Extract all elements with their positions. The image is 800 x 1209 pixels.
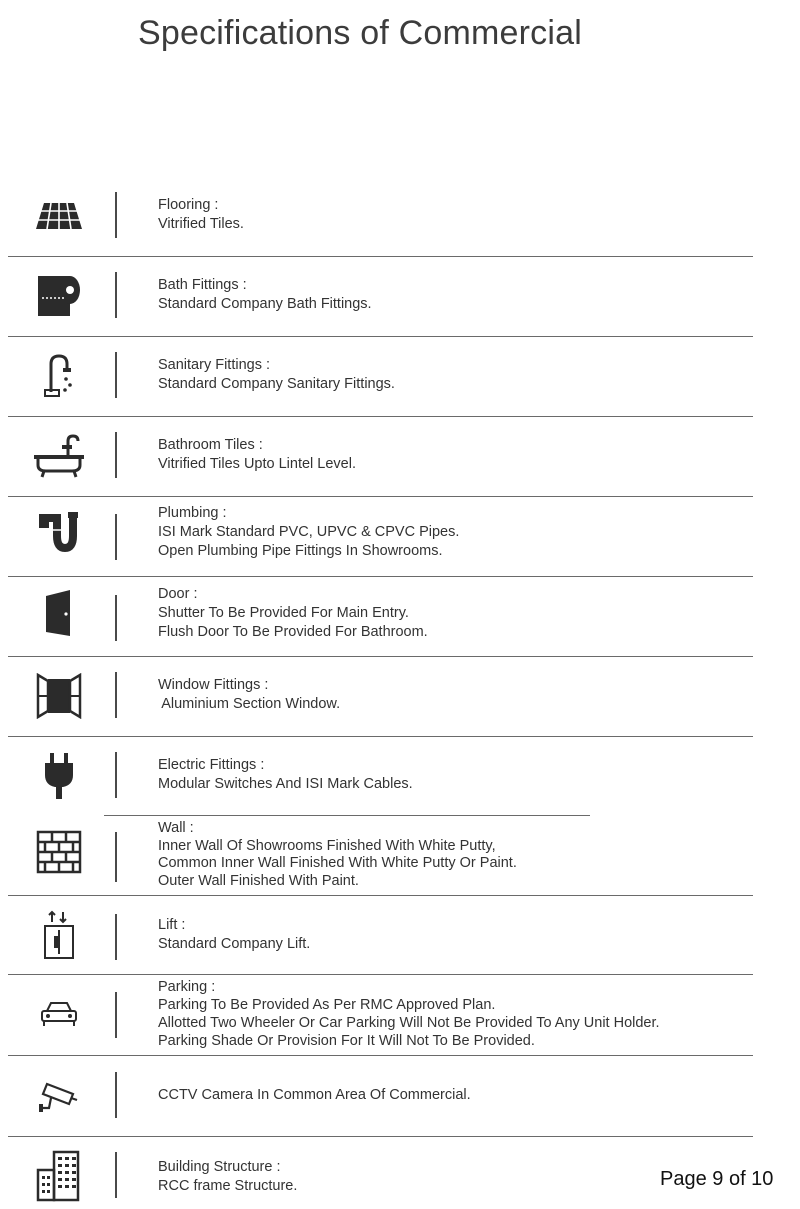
separator [115,432,117,478]
spec-line: Parking To Be Provided As Per RMC Approved Plan. [158,997,496,1013]
separator [115,272,117,318]
spec-line: Vitrified Tiles Upto Lintel Level. [158,456,357,472]
spec-line: Standard Company Lift. [158,936,311,952]
spec-line: Outer Wall Finished With Paint. [158,872,359,889]
divider [8,1055,753,1056]
spec-label: Lift : [158,917,186,933]
bathtub-icon [28,428,90,484]
spec-line: Allotted Two Wheeler Or Car Parking Will Not Be Provided To Any Unit Holder. [158,1015,660,1031]
spec-line: Common Inner Wall Finished With White Putty Or Paint. [158,855,517,871]
separator [115,914,117,960]
separator [115,752,117,798]
divider [8,416,753,417]
spec-label: Flooring : [158,197,219,213]
separator [115,352,117,398]
separator [115,514,117,560]
spec-line: CCTV Camera In Common Area Of Commercial. [158,1087,471,1103]
separator [115,1152,117,1198]
spec-line: Parking Shade Or Provision For It Will Not To Be Provided. [158,1033,535,1049]
floor-tiles-icon [28,188,90,244]
spec-line: Inner Wall Of Showrooms Finished With White Putty, [158,837,496,854]
page-title: Specifications of Commercial [138,14,582,52]
lift-icon [28,908,90,964]
spec-label: Plumbing : [158,505,227,521]
divider [104,815,590,816]
separator [115,992,117,1038]
pipe-icon [28,504,90,560]
spec-line: Vitrified Tiles. [158,216,244,232]
divider [8,656,753,657]
brick-wall-icon [28,824,90,880]
door-icon [28,585,90,641]
spec-label: Building Structure : [158,1159,281,1175]
spec-label: Bath Fittings : [158,277,247,293]
window-icon [28,668,90,724]
spec-label: Sanitary Fittings : [158,357,271,373]
spec-line: Standard Company Sanitary Fittings. [158,376,395,392]
divider [8,256,753,257]
spec-line: Shutter To Be Provided For Main Entry. [158,605,409,621]
spec-label: Parking : [158,979,216,995]
separator [115,1072,117,1118]
faucet-icon [28,348,90,404]
separator [115,672,117,718]
car-icon [28,986,90,1042]
spec-label: Door : [158,586,198,602]
divider [8,576,753,577]
plug-icon [28,748,90,804]
divider [8,336,753,337]
separator [115,832,117,882]
spec-line: RCC frame Structure. [158,1178,298,1194]
page-number: Page 9 of 10 [660,1168,774,1190]
divider [8,736,753,737]
separator [115,595,117,641]
divider [8,1136,753,1137]
spec-line: Aluminium Section Window. [158,696,341,712]
cctv-camera-icon [28,1068,90,1124]
divider [8,496,753,497]
divider [8,974,753,975]
spec-label: Bathroom Tiles : [158,437,263,453]
spec-label: Window Fittings : [158,677,269,693]
spec-line: Flush Door To Be Provided For Bathroom. [158,624,428,640]
spec-label: Wall : [158,820,194,836]
spec-label: Electric Fittings : [158,757,265,773]
spec-line: ISI Mark Standard PVC, UPVC & CPVC Pipes. [158,524,460,540]
spec-line: Open Plumbing Pipe Fittings In Showrooms. [158,543,443,559]
separator [115,192,117,238]
spec-line: Standard Company Bath Fittings. [158,296,372,312]
building-icon [28,1148,90,1204]
spec-line: Modular Switches And ISI Mark Cables. [158,776,413,792]
toilet-roll-icon [28,268,90,324]
divider [8,895,753,896]
